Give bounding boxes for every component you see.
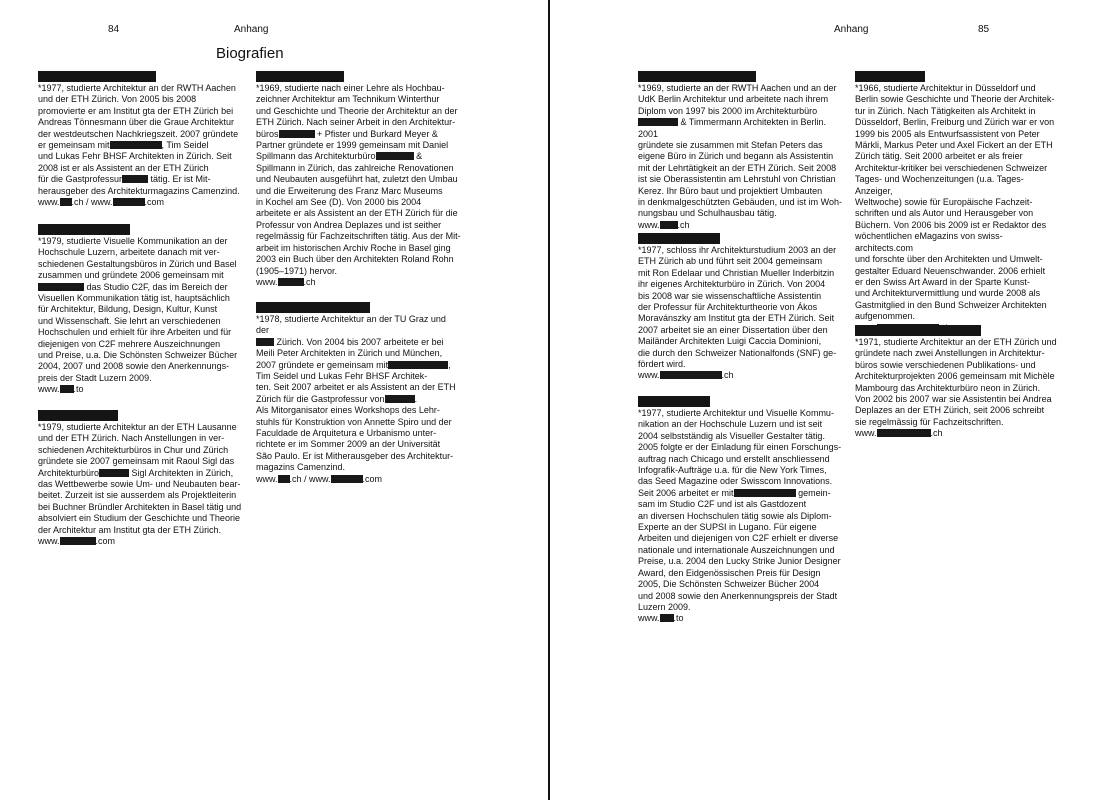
redaction	[734, 489, 796, 497]
biography-entry	[638, 71, 843, 233]
biography-entry	[638, 396, 843, 625]
redaction	[256, 338, 274, 346]
biography-column	[638, 71, 843, 625]
biography-entry	[638, 233, 843, 396]
biography-entry	[38, 224, 243, 410]
section-header: Anhang	[834, 24, 869, 35]
biography-entry	[855, 71, 1060, 325]
section-header: Anhang	[234, 24, 269, 35]
redaction	[638, 118, 678, 126]
page-number: 85	[978, 24, 990, 35]
redaction	[278, 475, 290, 483]
biography-entry	[256, 71, 461, 302]
website-link[interactable]: www. .ch / www. .com	[256, 473, 383, 484]
redaction	[60, 537, 96, 545]
redacted-name	[638, 396, 843, 408]
page-number: 84	[108, 24, 120, 35]
biography-text: *1978, studierte Architektur an der TU Graz und der Zürich. Von 2004 bis 2007 arbeitete er bei Meili Peter Architekten in Zürich und München, 2007 gründete er gemeinsam mit , Tim Seidel und Lukas Fehr BHSF Architek- ten. Seit 2007 arbeitet er als Assistent an der ETH Zürich für die Gastprofessur von . Als Mitorganisator eines Workshops des Lehr- stuhls für Konstruktion von Annette Spiro und der Faculdade de Arquitetura e Urbanismo unter- richtete er im Sommer 2009 an der Universität São Paulo. Er ist Mitherausgeber des Architektur- magazins Camenzind.	[256, 314, 456, 473]
biography-text: *1977, studierte Architektur an der RWTH Aachen und der ETH Zürich. Von 2005 bis 2008 promovierte er am Institut gta der ETH Zürich bei Andreas Tönnesmann über die Graue Architektur der westdeutschen Nachkriegszeit. 2007 gründete er gemeinsam mit , Tim Seidel und Lukas Fehr BHSF Architekten in Zürich. Seit 2008 ist er als Assistent an der ETH Zürich für die Gastprofessur tätig. Er ist Mit- herausgeber des Architekturmagazins Camenzind.	[38, 83, 240, 196]
redacted-name	[38, 71, 243, 83]
website-link[interactable]: www. .ch / www. .com	[38, 197, 165, 208]
redacted-name	[38, 410, 243, 422]
biography-text: *1979, studierte Architektur an der ETH Lausanne und der ETH Zürich. Nach Anstellungen in ver- schiedenen Architekturbüros in Chur und Zürich gründete sie 2007 gemeinsam mit Raoul Sigl das Architekturbüro Sigl Architekten in Zürich, das Wettbewerbe sowie Um- und Neubauten bear- beitet. Zurzeit ist sie ausserdem als Projektleiterin bei Buchner Bründler Architekten in Basel tätig und absolviert ein Studium der Geschichte und Theorie der Architektur am Institut gta der ETH Zürich.	[38, 422, 242, 535]
redacted-name	[855, 71, 1060, 83]
biography-text: *1977, studierte Architektur und Visuelle Kommu- nikation an der Hochschule Luzern und ist seit 2004 selbstständig als Visueller Gestalter tätig. 2005 folgte er der Einladung für einen Forschungs- auftrag nach Chicago und erstellt anschliessend Infografik-Aufträge u.a. für die New York Times, das Seed Magazine oder Swisscom Innovations. Seit 2006 arbeitet er mit gemein- sam im Studio C2F und ist als Gastdozent an diversen Hochschulen tätig sowie als Diplom- Experte an der SUPSI in Lugano. Für eigene Arbeiten und diejenigen von C2F erhielt er diverse nationale und internationale Auszeichnungen und Preise, u.a. 2004 den Lucky Strike Junior Designer Award, den Eidgenössischen Preis für Design 2005, Die Schönsten Schweizer Bücher 2004 und 2008 sowie den Anerkennungspreis der Stadt Luzern 2009.	[638, 408, 842, 612]
biography-entry	[256, 302, 461, 485]
biography-column	[38, 71, 243, 547]
redacted-name	[38, 224, 243, 236]
biography-entry	[855, 325, 1060, 440]
redacted-name	[638, 233, 843, 245]
redacted-name	[256, 71, 461, 83]
redaction	[660, 221, 678, 229]
biography-text: *1966, studierte Architektur in Düsseldorf und Berlin sowie Geschichte und Theorie der Architek- tur in Zürich. Nach Tätigkeiten als Architekt in Düsseldorf, Berlin, Freiburg und Zürich war er von 1999 bis 2005 als Entwurfsassistent von Peter Märkli, Markus Peter und Axel Fickert an der ETH Zürich tätig. Seit 2000 arbeitet er als freier Architektur-kritiker bei verschiedenen Schweizer Tages- und Wochenzeitungen (u.a. Tages-Anzeiger, Weltwoche) sowie für Europäische Fachzeit- schriften und als Autor und Herausgeber von Büchern. Von 2006 bis 2009 ist er Redaktor des wöchentlichen eMagazins von swiss-architects.com und forschte über den Architekten und Umwelt- gestalter Eduard Neuenschwander. 2006 erhielt er den Swiss Art Award in der Sparte Kunst- und Architekturvermittlung und wurde 2008 als Gastmitglied in den Bund Schweizer Architekten aufgenommen.	[855, 83, 1055, 322]
redaction	[376, 152, 414, 160]
left-page	[0, 0, 548, 800]
redaction	[60, 385, 74, 393]
redaction	[388, 361, 448, 369]
website-link[interactable]: www. .ch	[638, 219, 690, 230]
redacted-name	[855, 325, 1060, 337]
right-page	[550, 0, 1098, 800]
biography-entry	[38, 410, 243, 547]
redaction	[877, 429, 931, 437]
redaction	[385, 395, 415, 403]
website-link[interactable]: www. .ch	[855, 428, 943, 439]
website-link[interactable]: www. .to	[38, 384, 84, 395]
redaction	[113, 198, 145, 206]
website-link[interactable]: www. .ch	[638, 370, 734, 381]
biography-text: *1977, schloss ihr Architekturstudium 2003 an der ETH Zürich ab und führt seit 2004 gemeinsam mit Ron Edelaar und Christian Mueller Inderbitzin ihr eigenes Architekturbüro in Zürich. Von 2004 bis 2008 war sie wissenschaftliche Assistentin der Professur für Architekturtheorie von Ákos Moravánszky am Institut gta der ETH Zürich. Seit 2007 arbeitet sie an einer Dissertation über den Mailänder Architekten Luigi Caccia Dominioni, die durch den Schweizer Nationalfonds (SNF) ge- fördert wird.	[638, 245, 837, 370]
biography-text: *1969, studierte nach einer Lehre als Hochbau- zeichner Architektur am Technikum Winterthur und Geschichte und Theorie der Architektur an der ETH Zürich. Nach seiner Arbeit in den Architektur- büros + Pfister und Burkard Meyer & Partner gründete er 1999 gemeinsam mit Daniel Spillmann das Architekturbüro & Spillmann in Zürich, das zahlreiche Renovationen und Neubauten ausgeführt hat, zuletzt den Umbau und die Erweiterung des Franz Marc Museums in Kochel am See (D). Von 2000 bis 2004 arbeitete er als Assistent an der ETH Zürich für die Professur von Andrea Deplazes und ist seither regelmässig für Fachzeitschriften tätig. Aus der Mit- arbeit im historischen Archiv Roche in Basel ging 2003 ein Buch über den Architekten Roland Rohn (1905–1971) hervor.	[256, 83, 461, 276]
website-link[interactable]: www. .ch	[256, 276, 316, 287]
redaction	[279, 130, 315, 138]
website-link[interactable]: www. .to	[638, 613, 684, 624]
redacted-name	[256, 302, 461, 314]
redaction	[99, 469, 129, 477]
website-link[interactable]: www. .com	[38, 536, 116, 547]
redaction	[122, 175, 148, 183]
biography-column	[855, 71, 1060, 440]
biography-entry	[38, 71, 243, 224]
redaction	[331, 475, 363, 483]
redaction	[278, 278, 304, 286]
redacted-name	[638, 71, 843, 83]
redaction	[660, 371, 722, 379]
biography-column	[256, 71, 461, 485]
biography-text: *1969, studierte an der RWTH Aachen und an der UdK Berlin Architektur und arbeitete nach ihrem Diplom von 1997 bis 2000 im Architekturbüro & Timmermann Architekten in Berlin. 2001 gründete sie zusammen mit Stefan Peters das eigene Büro in Zürich und begann als Assistentin mit der Lehrtätigkeit an der ETH Zürich. Seit 2008 ist sie Oberassistentin am Lehrstuhl von Christian Kerez. Ihr Büro baut und projektiert Umbauten in denkmalgeschützten Gebäuden, und ist im Woh- nungsbau und Schulhausbau tätig.	[638, 83, 842, 219]
biography-text: *1971, studierte Architektur an der ETH Zürich und gründete nach zwei Anstellungen in Architektur- büros sowie verschiedenen Publikations- und Architekturprojekten 2006 gemeinsam mit Michèle Mambourg das Architekturbüro neon in Zürich. Von 2002 bis 2007 war sie Assistentin bei Andrea Deplazes an der ETH Zürich, seit 2006 schreibt sie regelmässig für Fachzeitschriften.	[855, 337, 1057, 427]
biography-text: *1979, studierte Visuelle Kommunikation an der Hochschule Luzern, arbeitete danach mit ver- schiedenen Gestaltungsbüros in Zürich und Basel zusammen und gründete 2006 gemeinsam mit das Studio C2F, das im Bereich der Visuellen Kommunikation tätig ist, hauptsächlich für Architektur, Bildung, Design, Kultur, Kunst und Wissenschaft. Sie lehrt an verschiedenen Hochschulen und erhielt für ihre Arbeiten und für diejenigen von C2F mehrere Auszeichnungen und Preise, u.a. Die Schönsten Schweizer Bücher 2004, 2007 und 2008 sowie den Anerkennungs- preis der Stadt Luzern 2009.	[38, 236, 238, 383]
redaction	[110, 141, 162, 149]
page-title: Biografien	[216, 45, 284, 62]
redaction	[38, 283, 84, 291]
redaction	[60, 198, 72, 206]
redaction	[660, 614, 674, 622]
